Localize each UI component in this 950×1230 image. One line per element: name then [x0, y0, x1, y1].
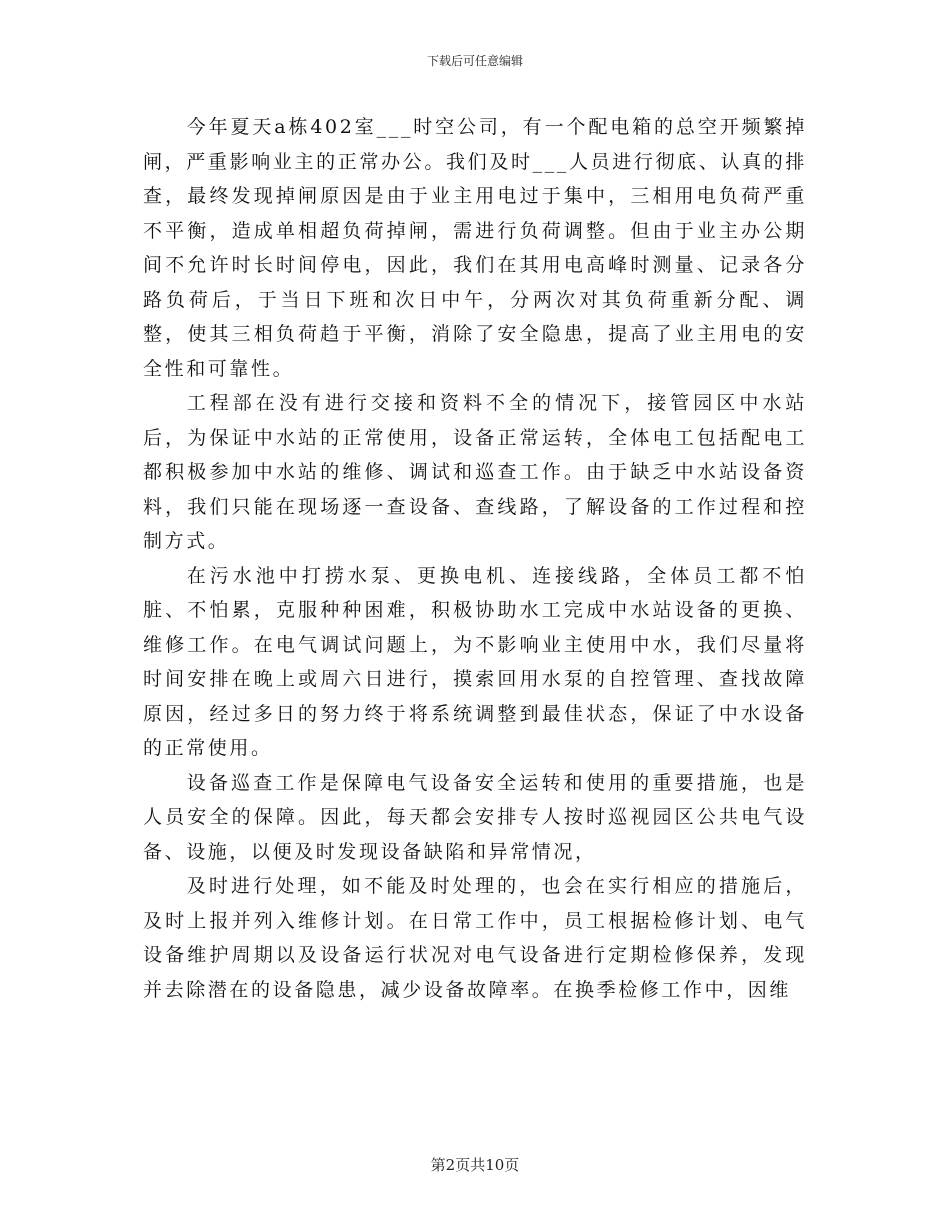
page-number-footer: 第2页共10页 — [430, 1156, 520, 1174]
paragraph-2: 工程部在没有进行交接和资料不全的情况下，接管园区中水站后，为保证中水站的正常使用，设备正常运转，全体电工包括配电工都积极参加中水站的维修、调试和巡查工作。由于缺乏中水站设备资料，我们只能在现场逐一查设备、查线路，了解设备的工作过程和控制方式。 — [143, 392, 807, 552]
paragraph-5: 及时进行处理，如不能及时处理的，也会在实行相应的措施后，及时上报并列入维修计划。在日常工作中，员工根据检修计划、电气设备维护周期以及设备运行状况对电气设备进行定期检修保养，发现并去除潜在的设备隐患，减少设备故障率。在换季检修工作中，因维 — [143, 875, 807, 1001]
page-header: 下载后可任意编辑 — [426, 54, 523, 68]
paragraph-1: 今年夏天a栋402室___时空公司，有一个配电箱的总空开频繁掉闸，严重影响业主的正常办公。我们及时___人员进行彻底、认真的排查，最终发现掉闸原因是由于业主用电过于集中，三相用电负荷严重不平衡，造成单相超负荷掉闸，需进行负荷调整。但由于业主办公期间不允许时长时间停电，因此，我们在其用电高峰时测量、记录各分路负荷后，于当日下班和次日中午，分两次对其负荷重新分配、调整，使其三相负荷趋于平衡，消除了安全隐患，提高了业主用电的安全性和可靠性。 — [143, 116, 807, 380]
document-body — [143, 110, 807, 1007]
paragraph-3: 在污水池中打捞水泵、更换电机、连接线路，全体员工都不怕脏、不怕累，克服种种困难，积极协助水工完成中水站设备的更换、维修工作。在电气调试问题上，为不影响业主使用中水，我们尽量将时间安排在晚上或周六日进行，摸索回用水泵的自控管理、查找故障原因，经过多日的努力终于将系统调整到最佳状态，保证了中水设备的正常使用。 — [143, 564, 807, 759]
paragraph-4: 设备巡查工作是保障电气设备安全运转和使用的重要措施，也是人员安全的保障。因此，每天都会安排专人按时巡视园区公共电气设备、设施，以便及时发现设备缺陷和异常情况， — [143, 771, 807, 863]
